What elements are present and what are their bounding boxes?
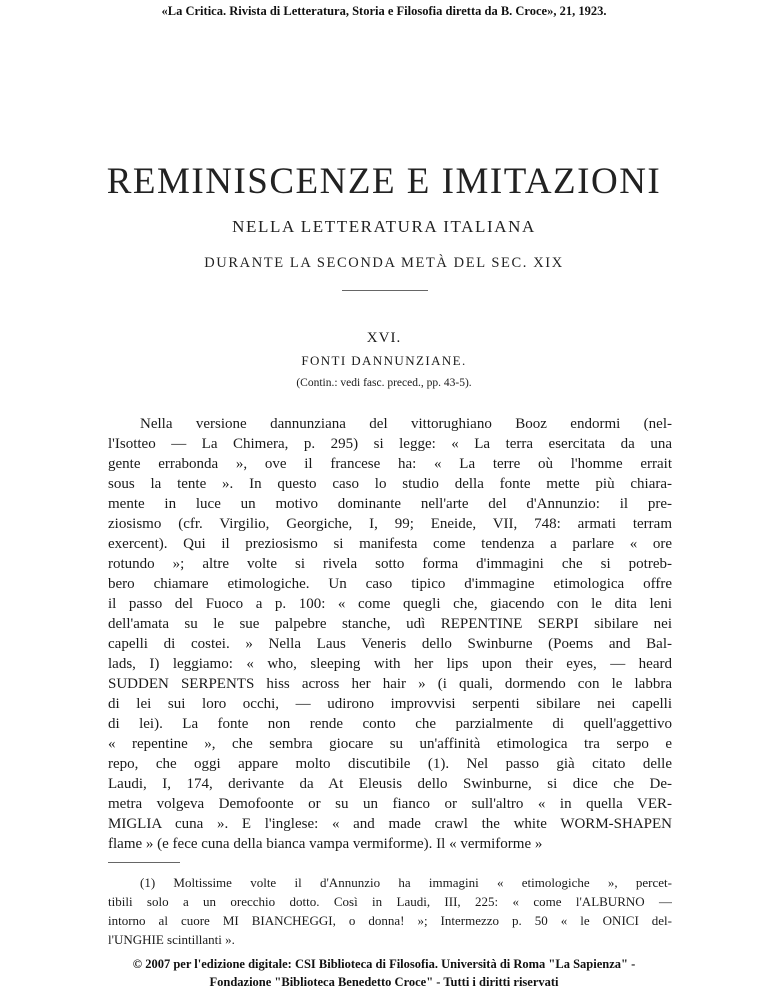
body-line: Laudi, I, 174, derivante da At Eleusis dello Swinburne, si dice che De- [108, 776, 672, 792]
body-line: ziosismo (cfr. Virgilio, Georgiche, I, 99; Eneide, VII, 748: armati terram [108, 516, 672, 532]
body-line: rotundo »; altre volte si rivela sotto forma d'immagini che si potreb- [108, 556, 672, 572]
footnote-line: intorno al cuore MI BIANCHEGGI, o donna! »; Intermezzo p. 50 « le ONICI del- [108, 913, 672, 928]
body-line: sous la tente ». In questo caso lo studio della fonte mette più chiara- [108, 476, 672, 492]
body-line: exercent). Qui il preziosismo si manifesta come tendenza a parlare « ore [108, 536, 672, 552]
body-line: dell'amata su le sue palpebre stanche, udì REPENTINE SERPI sibilare nei [108, 616, 672, 632]
article-subtitle: NELLA LETTERATURA ITALIANA [232, 217, 536, 236]
body-line: di lei sui loro occhi, — udirono improvvisi serpenti sibilare nei capelli [108, 696, 672, 712]
body-line: bero chiamare etimologiche. Un caso tipico d'immagine etimologica offre [108, 576, 672, 592]
copyright-line: Fondazione "Biblioteca Benedetto Croce" - Tutti i diritti riservati [209, 975, 559, 989]
body-line: di lei). La fonte non rende conto che parzialmente di quell'aggettivo [108, 716, 672, 732]
footnote-line: (1) Moltissime volte il d'Annunzio ha immagini « etimologiche », percet- [140, 875, 672, 890]
body-line: MIGLIA cuna ». E l'inglese: « and made crawl the white WORM-SHAPEN [108, 816, 672, 832]
article-title: REMINISCENZE E IMITAZIONI [106, 161, 662, 202]
body-line: l'Isotteo — La Chimera, p. 295) si legge: « La terra esercitata da una [108, 436, 672, 452]
section-number: XVI. [366, 330, 402, 346]
body-line: gente errabonda », ove il francese ha: « La terre où l'homme errait [108, 456, 672, 472]
body-line: mente in luce un motivo dominante nell'arte del d'Annunzio: il pre- [108, 496, 672, 512]
body-line: flame » (e fece cuna della bianca vampa vermiforme). Il « vermiforme » [108, 836, 543, 852]
body-line: metra volgeva Demofoonte or su un fianco or sull'altro « in quella VER- [108, 796, 672, 812]
footnote-divider [108, 862, 180, 863]
article-subtitle-period: DURANTE LA SECONDA METÀ DEL SEC. XIX [204, 255, 564, 271]
body-line: « repentine », che sembra giocare su un'affinità etimologica tra serpo e [108, 736, 672, 752]
body-line: lads, I) leggiamo: « who, sleeping with her lips upon their eyes, — heard [108, 656, 672, 672]
copyright-line: © 2007 per l'edizione digitale: CSI Biblioteca di Filosofia. Università di Roma "La Sapienza" - [132, 957, 636, 971]
continuation-note: (Contin.: vedi fasc. preced., pp. 43-5). [296, 377, 472, 389]
body-line: repo, che oggi appare molto discutibile (1). Nel passo già citato delle [108, 756, 672, 772]
body-line: SUDDEN SERPENTS hiss across her hair » (i quali, dormendo con le labbra [108, 676, 672, 692]
source-citation: «La Critica. Rivista di Letteratura, Storia e Filosofia diretta da B. Croce», 21, 1923. [161, 4, 607, 18]
body-line: Nella versione dannunziana del vittorughiano Booz endormi (nel- [140, 416, 672, 432]
body-line: il passo del Fuoco a p. 100: « come quegli che, giacendo con le dita leni [108, 596, 672, 612]
footnote-line: tibili solo a un orecchio dotto. Così in Laudi, III, 225: « come l'ALBURNO — [108, 894, 672, 909]
title-divider [342, 290, 428, 291]
body-line: capelli di costei. » Nella Laus Veneris dello Swinburne (Poems and Bal- [108, 636, 672, 652]
footnote-line: l'UNGHIE scintillanti ». [108, 932, 235, 947]
section-heading: FONTI DANNUNZIANE. [301, 353, 467, 368]
